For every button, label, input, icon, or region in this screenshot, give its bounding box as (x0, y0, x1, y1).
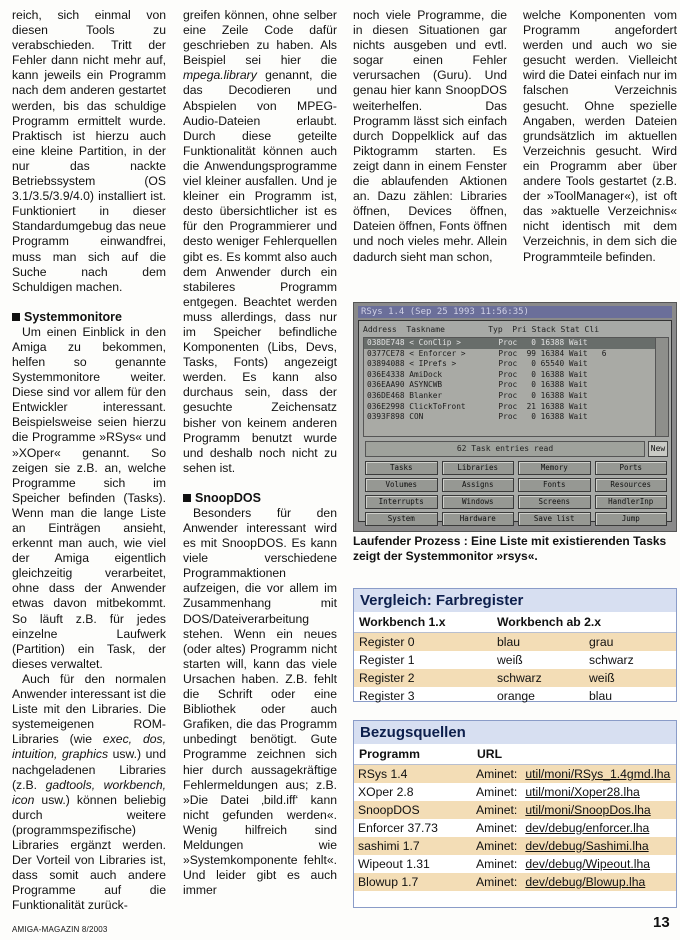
section-heading-systemmonitore: Systemmonitore (12, 310, 166, 325)
task-row: 0377CE78 < Enforcer > Proc 99 16384 Wait 6 (367, 348, 607, 358)
table-row (354, 873, 676, 891)
bullet-square-icon (183, 494, 191, 502)
system-button: System (365, 512, 438, 526)
table-row (354, 855, 676, 873)
paragraph: Besonders für den Anwender interessant wird es mit SnoopDOS. Es kann viele verschiedene Programmaktionen aufzeigen, die vor allem im Zusammenhang mit DOS/Dateiverarbeitung stehen. Wenn ein neues (oder altes) Programm nicht starten will, kann das viele Ursachen haben. Z.B. fehlt die Schrift oder eine Bibliothek oder auch Grafiken, die das Programm unbedingt benötigt. Gute Programme zeichnen sich hier durch aussagekräftige Fehlermeldungen aus; z.B. »Die Datei ‚bild.iff‘ kann nicht gefunden werden«. Wenig hilfreich sind Meldungen wie »Systemkomponente fehlt«. Und leider gibt es auch immer (183, 505, 337, 898)
aminet-prefix: Aminet: (472, 765, 521, 784)
fonts-button: Fonts (518, 478, 591, 492)
table-row (354, 633, 676, 652)
wb2-color-cell: blau (588, 689, 613, 703)
function-button-grid (365, 461, 667, 526)
status-field: 62 Task entries read (365, 441, 645, 457)
section-heading-snoopdos: SnoopDOS (183, 491, 337, 506)
ports-button: Ports (595, 461, 668, 475)
task-row: 036EAA90 ASYNCWB Proc 0 16388 Wait (367, 380, 588, 390)
table-title: Bezugsquellen (354, 721, 676, 744)
italic-term: mpega.library (183, 68, 257, 83)
text-column-4 (523, 8, 677, 265)
windows-button: Windows (442, 495, 515, 509)
interrupts-button: Interrupts (365, 495, 438, 509)
table-row (354, 687, 676, 705)
rsys-screenshot (353, 302, 677, 532)
window-title: RSys 1.4 (Sep 25 1993 11:56:35) (358, 306, 672, 318)
farbregister-table-box (353, 588, 677, 702)
bullet-square-icon (12, 313, 20, 321)
task-row: 036E2998 ClickToFront Proc 21 16388 Wait (367, 401, 588, 411)
download-link[interactable]: util/moni/Xoper28.lha (525, 785, 640, 799)
aminet-prefix: Aminet: (472, 801, 521, 819)
memory-button: Memory (518, 461, 591, 475)
aminet-prefix: Aminet: (472, 873, 521, 891)
farbregister-table (354, 612, 676, 705)
wb2-color-cell: grau (584, 633, 676, 652)
program-cell: Wipeout 1.31 (358, 857, 430, 871)
column-header: Workbench 1.x (354, 612, 492, 633)
paragraph: reich, sich einmal von diesen Tools zu verabschieden. Tritt der Fehler dann nicht mehr auf, kann jeweils ein Programm nach dem anderen gestartet werden, bis das schuldige Programm ermittelt wurde. Praktisch ist hierzu auch eine kleine Partition, in der nur das nackte Betriebssystem (OS 3.1/3.5/3.9/4.0) installiert ist. Funktioniert in dieser Standardumgebug das neue Programm einwandfrei, muss man sich auf die Suche nach dem Schuldigen machen. (12, 8, 166, 294)
register-cell: Register 1 (359, 653, 415, 667)
table-row (354, 651, 676, 669)
task-row: 0393F898 CON Proc 0 16388 Wait (367, 412, 588, 422)
paragraph: greifen können, ohne selber eine Zeile Code dafür geschrieben zu haben. Als Beispiel sei hier die mpega.library genannt, die das Decodieren und Abspielen von MPEG-Audio-Dateien erlaubt. Durch diese geteilte Funktionalität können auch die Anwendungsprogramme viel kleiner ausfallen. Und je kleiner ein Programm ist, desto übersichtlicher ist es für den Programmierer und desto weniger Fehlerquellen gibt es. Es kommt also auch dem Anwender durch ein stabileres Programm entgegen. Beachtet werden muss allerdings, dass nur im Speicher befindliche Komponenten (Libs, Devs, Tasks, Fonts) angezeigt werden. Es kann also durchaus sein, dass der gesuchte Zeichensatz bisher von keinem anderen Programm benutzt wurde und deshalb noch nicht zu sehen ist. (183, 8, 337, 475)
program-cell: RSys 1.4 (354, 765, 472, 784)
aminet-prefix: Aminet: (472, 837, 521, 855)
task-row: 038DE748 < ConClip > Proc 0 16388 Wait (364, 338, 656, 349)
download-link[interactable]: dev/debug/Wipeout.lha (525, 857, 651, 871)
aminet-prefix: Aminet: (476, 857, 518, 871)
rsys-window (358, 320, 672, 522)
paragraph: Um einen Einblick in den Amiga zu bekommen, helfen so genannte Systemmonitore weiter. Diese sind vor allem für den Entwickler interessant. Beispielsweise seien hierzu die Programme »RSys« und »XOper« genannt. So zeigen sie z.B. an, welche Programme sich im Speicher befinden (Tasks). Wenn man die lange Liste an Einträgen ansieht, erkennt man auch, wie viel der Amiga eigentlich gleichzeitig verarbeitet, ohne dass der Anwender etwas davon mitbekommt. So läuft z.B. für jedes einzelne Laufwerk (Partition) ein Task, der dieses verwaltet. (12, 324, 166, 671)
task-row: 036DE468 Blanker Proc 0 16388 Wait (367, 390, 588, 400)
task-list-header: Address Taskname Typ Pri Stack Stat Cli (363, 325, 600, 334)
italic-term: exec, dos, intuition, graphics (12, 732, 166, 762)
bezugsquellen-table-box (353, 720, 677, 908)
download-link[interactable]: util/moni/SnoopDos.lha (521, 801, 676, 819)
program-cell: sashimi 1.7 (354, 837, 472, 855)
resources-button: Resources (595, 478, 668, 492)
download-link[interactable]: dev/debug/Blowup.lha (521, 873, 676, 891)
wb2-color-cell: schwarz (588, 653, 634, 667)
table-title: Vergleich: Farbregister (354, 589, 676, 612)
text-column-3 (353, 8, 507, 265)
tasks-button: Tasks (365, 461, 438, 475)
text-column-2 (183, 8, 337, 898)
program-cell: XOper 2.8 (358, 785, 414, 799)
wb1-color-cell: blau (492, 633, 584, 652)
wb2-color-cell: weiß (584, 669, 676, 687)
libraries-button: Libraries (442, 461, 515, 475)
program-cell: Enforcer 37.73 (358, 821, 438, 835)
register-cell: Register 2 (354, 669, 492, 687)
program-cell: SnoopDOS (354, 801, 472, 819)
assigns-button: Assigns (442, 478, 515, 492)
jump-button: Jump (595, 512, 668, 526)
wb1-color-cell: orange (497, 689, 535, 703)
text-column-1 (12, 8, 166, 913)
task-row: 03894088 < IPrefs > Proc 0 65540 Wait (367, 359, 588, 369)
column-header: Workbench ab 2.x (492, 612, 676, 633)
figure-caption: Laufender Prozess : Eine Liste mit existierenden Tasks zeigt der Systemmonitor »rsys«. (353, 534, 667, 563)
task-list (363, 337, 657, 437)
italic-term: gadtools, workbench, icon (12, 777, 166, 807)
scrollbar (655, 337, 669, 437)
download-link[interactable]: dev/debug/Sashimi.lha (521, 837, 676, 855)
hardware-button: Hardware (442, 512, 515, 526)
register-cell: Register 0 (354, 633, 492, 652)
paragraph: noch viele Programme, die in diesen Situationen gar nichts ausgeben und evtl. sogar einen Fehler verursachen (Guru). Und genau hier kann SnoopDOS weiterhelfen. Das Programm lässt sich einfach durch Doppelklick auf das Piktogramm starten. Es zeigt dann in einem Fenster die ablaufenden Aktionen an. Dazu zählen: Libraries öffnen, Devices öffnen, Dateien öffnen, Fonts öffnen und noch vieles mehr. Allein dadurch sieht man schon, (353, 8, 507, 264)
program-cell: Blowup 1.7 (354, 873, 472, 891)
magazine-footer: AMIGA-MAGAZIN 8/2003 (12, 925, 108, 934)
column-header: URL (472, 744, 676, 765)
table-row (354, 783, 676, 801)
table-row (354, 819, 676, 837)
wb1-color-cell: weiß (497, 653, 523, 667)
table-row (354, 837, 676, 855)
handlerinp-button: HandlerInp (595, 495, 668, 509)
paragraph: Auch für den normalen Anwender interessant ist die Liste mit den Libraries. Die systemeigenen ROM-Libraries (wie exec, dos, intuition, graphics usw.) und nachgeladenen Libraries (z.B. gadtools, workbench, icon usw.) können beliebig durch weitere (programmspezifische) Libraries ergänzt werden. Der Vorteil von Libraries ist, dass somit auch andere Programme auf die Funktionalität zurück- (12, 671, 166, 913)
task-row: 036E4338 AmiDock Proc 0 16388 Wait (367, 369, 588, 379)
table-row (354, 669, 676, 687)
column-header: Programm (354, 744, 472, 765)
page-number: 13 (653, 914, 670, 931)
screens-button: Screens (518, 495, 591, 509)
table-row (354, 801, 676, 819)
new-button: New (648, 441, 668, 457)
wb1-color-cell: schwarz (492, 669, 584, 687)
download-link[interactable]: dev/debug/enforcer.lha (525, 821, 650, 835)
register-cell: Register 3 (359, 689, 415, 703)
volumes-button: Volumes (365, 478, 438, 492)
paragraph: welche Komponenten vom Programm angefordert werden und auch wo sie gesucht werden. Vielleicht wird die Datei einfach nur im falschen Verzeichnis gesucht. Ohne spezielle Angaben, werden Dateien grundsätzlich im aktuellen Verzeichnis gesucht. Wird ein Programm aber über andere Tools gestartet (z.B. der »ToolManager«), ist oft das »aktuelle Verzeichnis« nicht identisch mit dem Verzeichnis, in dem sich die Programmteile befinden. (523, 8, 677, 264)
bezugsquellen-table (354, 744, 676, 891)
save-list-button: Save list (518, 512, 591, 526)
aminet-prefix: Aminet: (476, 821, 518, 835)
aminet-prefix: Aminet: (476, 785, 518, 799)
table-row (354, 765, 676, 784)
download-link[interactable]: util/moni/RSys_1.4gmd.lha (521, 765, 676, 784)
